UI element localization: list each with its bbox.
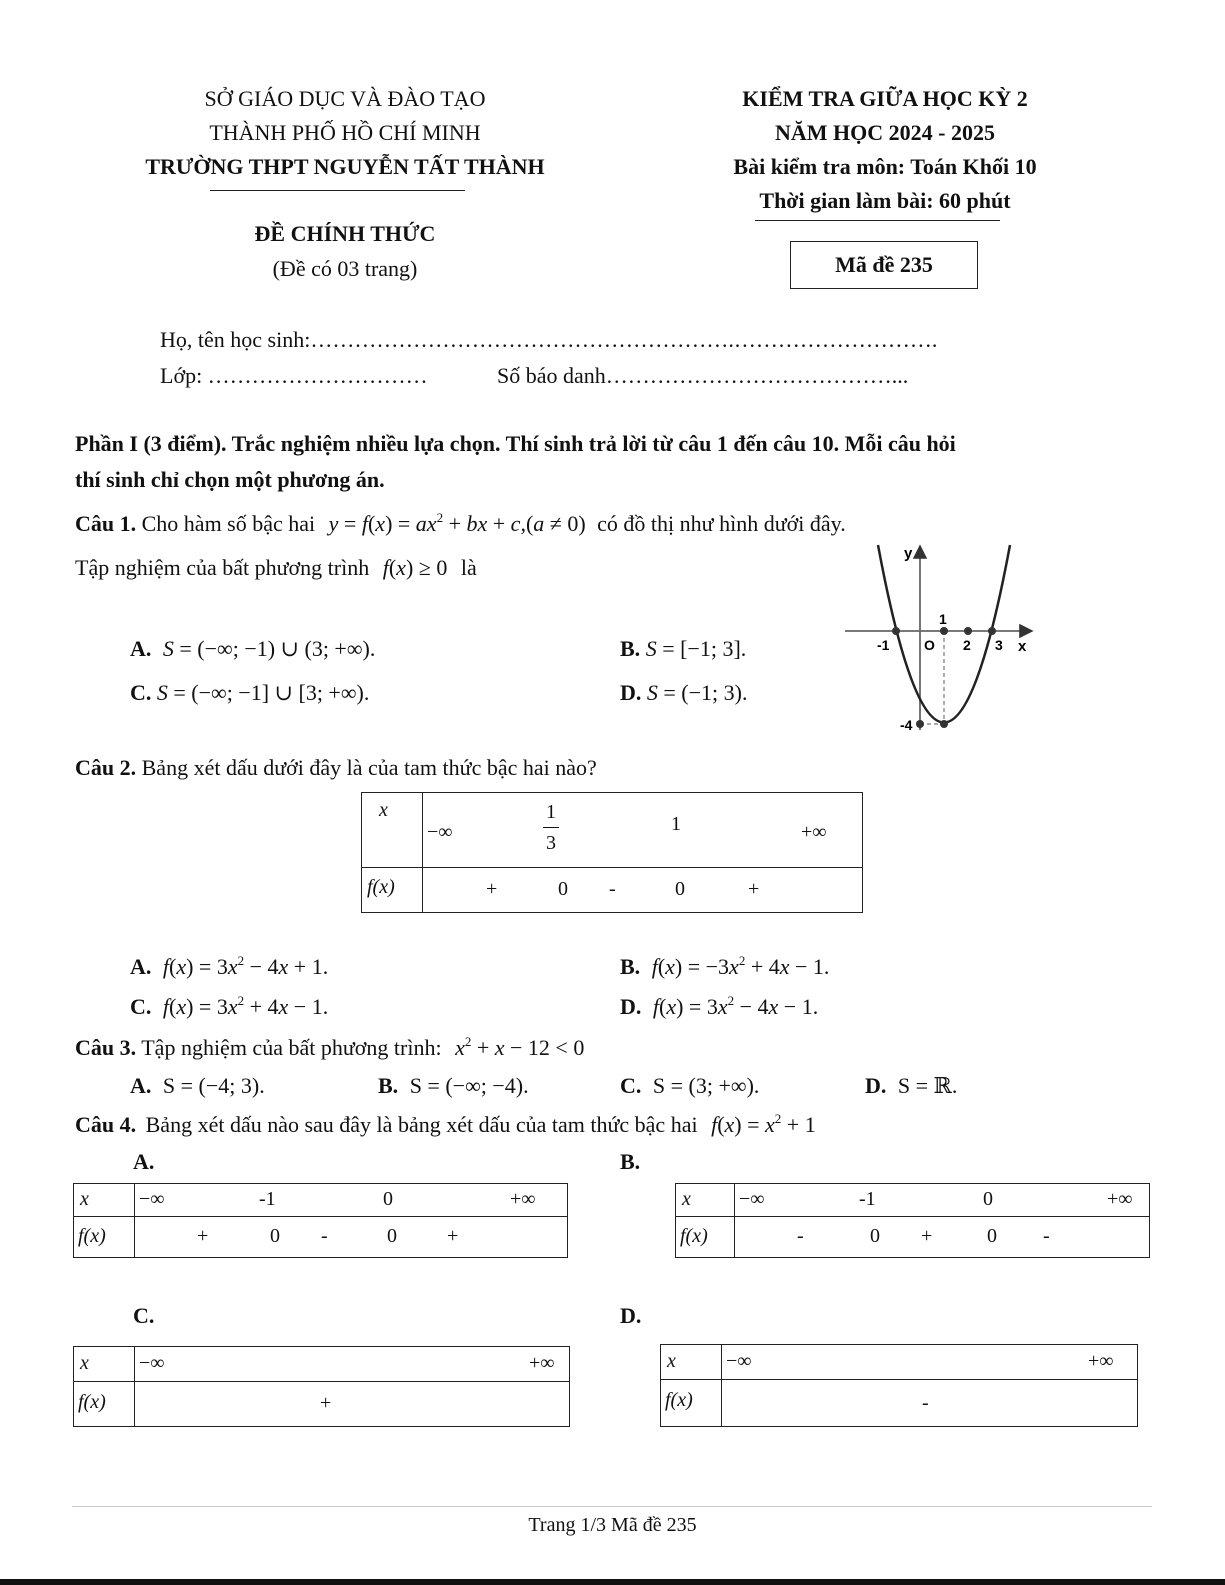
footer-divider xyxy=(72,1506,1152,1507)
dept-name: SỞ GIÁO DỤC VÀ ĐÀO TẠO xyxy=(204,86,486,111)
q2-neg-inf: −∞ xyxy=(427,821,453,843)
q2-option-b[interactable]: B. $f(x) = -3x^2 + 4x - 1$. xyxy=(620,953,830,979)
tick-2: 2 xyxy=(963,637,971,653)
q2-sign-3: + xyxy=(748,878,760,900)
root-right-point xyxy=(988,627,996,635)
class-line: Lớp: ………………………… xyxy=(160,363,428,388)
q4-stem: Câu 4. Bảng xét dấu nào sau đây là bảng xét dấu của tam thức bậc hai $f(x) = x^2 + 1$ xyxy=(75,1111,816,1137)
q2-pos-inf: +∞ xyxy=(801,821,827,843)
part1-title: Phần I (3 điểm). Trắc nghiệm nhiều lựa chọn. Thí sinh trả lời từ câu 1 đến câu 10. Mỗi câu hỏi xyxy=(75,431,956,456)
q1-text-b: có đồ thị như hình dưới đây. xyxy=(597,511,846,536)
q3-option-a[interactable]: A. S = (−4; 3). xyxy=(130,1073,265,1098)
page-footer: Trang 1/3 Mã đề 235 xyxy=(528,1514,697,1536)
q3-option-c[interactable]: C. S = (3; +∞). xyxy=(620,1073,760,1098)
header-divider xyxy=(210,190,465,191)
tick-m1: -1 xyxy=(877,637,890,653)
q4-option-d-label[interactable]: D. xyxy=(620,1303,642,1328)
candidate-id-line: Số báo danh…………………………………... xyxy=(497,363,909,388)
q1-option-b[interactable]: B. S = [−1; 3]. xyxy=(620,636,747,661)
root-left-point xyxy=(892,627,900,635)
city-name: THÀNH PHỐ HỒ CHÍ MINH xyxy=(209,120,481,145)
q2-frac-1-3: $\frac{1}{3}$ xyxy=(543,797,559,858)
q4-option-a-label[interactable]: A. xyxy=(133,1149,155,1174)
q3-stem: Câu 3. Tập nghiệm của bất phương trình: $x^2 + x - 12 < 0$ xyxy=(75,1034,585,1060)
q1-text-a: Cho hàm số bậc hai xyxy=(141,511,316,536)
q1-label: Câu 1. xyxy=(75,511,137,536)
vertex-proj-point xyxy=(940,627,948,635)
q2-sign-2: - xyxy=(609,878,616,900)
q1-option-a[interactable]: A. S = (−∞; −1) ∪ (3; +∞). xyxy=(130,636,376,661)
q2-option-c[interactable]: C. $f(x) = 3x^2 + 4x - 1$. xyxy=(130,993,329,1019)
q2-zero-1: 0 xyxy=(558,878,568,900)
tick-o: O xyxy=(924,637,935,653)
q2-stem xyxy=(75,752,597,784)
header-right xyxy=(640,82,1130,218)
tick-3: 3 xyxy=(995,637,1003,653)
q2-x-header: x xyxy=(379,799,388,821)
tick-m4: -4 xyxy=(900,717,913,733)
q4-option-c-label[interactable]: C. xyxy=(133,1303,155,1328)
q2-sign-1: + xyxy=(486,878,498,900)
q4-option-b-label[interactable]: B. xyxy=(620,1149,641,1174)
q3-option-b[interactable]: B. S = (−∞; −4). xyxy=(378,1073,529,1098)
q2-sign-table xyxy=(361,792,863,913)
q3-text: Tập nghiệm của bất phương trình: xyxy=(141,1035,442,1060)
scan-edge xyxy=(0,1579,1225,1585)
q2-option-a[interactable]: A. $f(x) = 3x^2 - 4x + 1$. xyxy=(130,953,329,979)
q4-option-c-table[interactable]: x −∞ +∞ f(x) + xyxy=(73,1346,570,1427)
tick-m4-point xyxy=(916,720,924,728)
q1-option-d[interactable]: D. S = (−1; 3). xyxy=(620,680,748,705)
graph-y-label: y xyxy=(904,545,913,562)
q4-option-a-table[interactable]: x −∞ -1 0 +∞ f(x) + 0 - 0 + xyxy=(73,1183,568,1258)
school-year: NĂM HỌC 2024 - 2025 xyxy=(775,120,995,145)
student-name-line: Họ, tên học sinh:………………………………………………….………………………. xyxy=(160,327,938,352)
q4-label: Câu 4. xyxy=(75,1112,137,1137)
q2-fx-header: f(x) xyxy=(367,876,395,898)
header-left xyxy=(120,82,570,184)
q1-text2-a: Tập nghiệm của bất phương trình xyxy=(75,555,370,580)
tick-1: 1 xyxy=(939,611,947,627)
school-name: TRƯỜNG THPT NGUYỄN TẤT THÀNH xyxy=(145,154,545,179)
q2-option-d[interactable]: D. $f(x) = 3x^2 - 4x - 1$. xyxy=(620,993,819,1019)
duration: Thời gian làm bài: 60 phút xyxy=(759,188,1011,213)
q4-option-d-table[interactable]: x −∞ +∞ f(x) - xyxy=(660,1344,1138,1427)
q4-text: Bảng xét dấu nào sau đây là bảng xét dấu của tam thức bậc hai xyxy=(145,1112,698,1137)
parabola-graph xyxy=(840,540,1040,740)
exam-code-box: Mã đề 235 xyxy=(790,241,978,289)
tick-2-point xyxy=(964,627,972,635)
q1-option-c[interactable]: C. S = (−∞; −1] ∪ [3; +∞). xyxy=(130,680,370,705)
q2-label: Câu 2. xyxy=(75,755,137,780)
q2-one: 1 xyxy=(671,813,681,835)
q3-label: Câu 3. xyxy=(75,1035,137,1060)
subject: Bài kiểm tra môn: Toán Khối 10 xyxy=(733,154,1037,179)
graph-x-label: x xyxy=(1018,638,1027,655)
official-label: ĐỀ CHÍNH THỨC xyxy=(254,221,436,246)
header-right-divider xyxy=(755,220,1000,221)
q2-text: Bảng xét dấu dưới đây là của tam thức bậc hai nào? xyxy=(141,755,597,780)
q1-stem: Câu 1. Cho hàm số bậc hai $y = f(x) = ax^2$ + bx + c,(a ≠ 0) có đồ thị như hình dưới đây. xyxy=(75,510,846,536)
exam-title: KIỂM TRA GIỮA HỌC KỲ 2 xyxy=(742,86,1028,111)
vertex-point xyxy=(940,720,948,728)
q1-text2-b: là xyxy=(460,555,477,580)
page-count: (Đề có 03 trang) xyxy=(272,256,418,281)
q1-stem-2: Tập nghiệm của bất phương trình f(x) ≥ 0 là xyxy=(75,555,477,580)
part1-title-cont: thí sinh chỉ chọn một phương án. xyxy=(75,467,385,492)
q2-zero-2: 0 xyxy=(675,878,685,900)
q4-option-b-table[interactable]: x −∞ -1 0 +∞ f(x) - 0 + 0 - xyxy=(675,1183,1150,1258)
q3-option-d[interactable]: D. S = ℝ. xyxy=(865,1073,958,1098)
